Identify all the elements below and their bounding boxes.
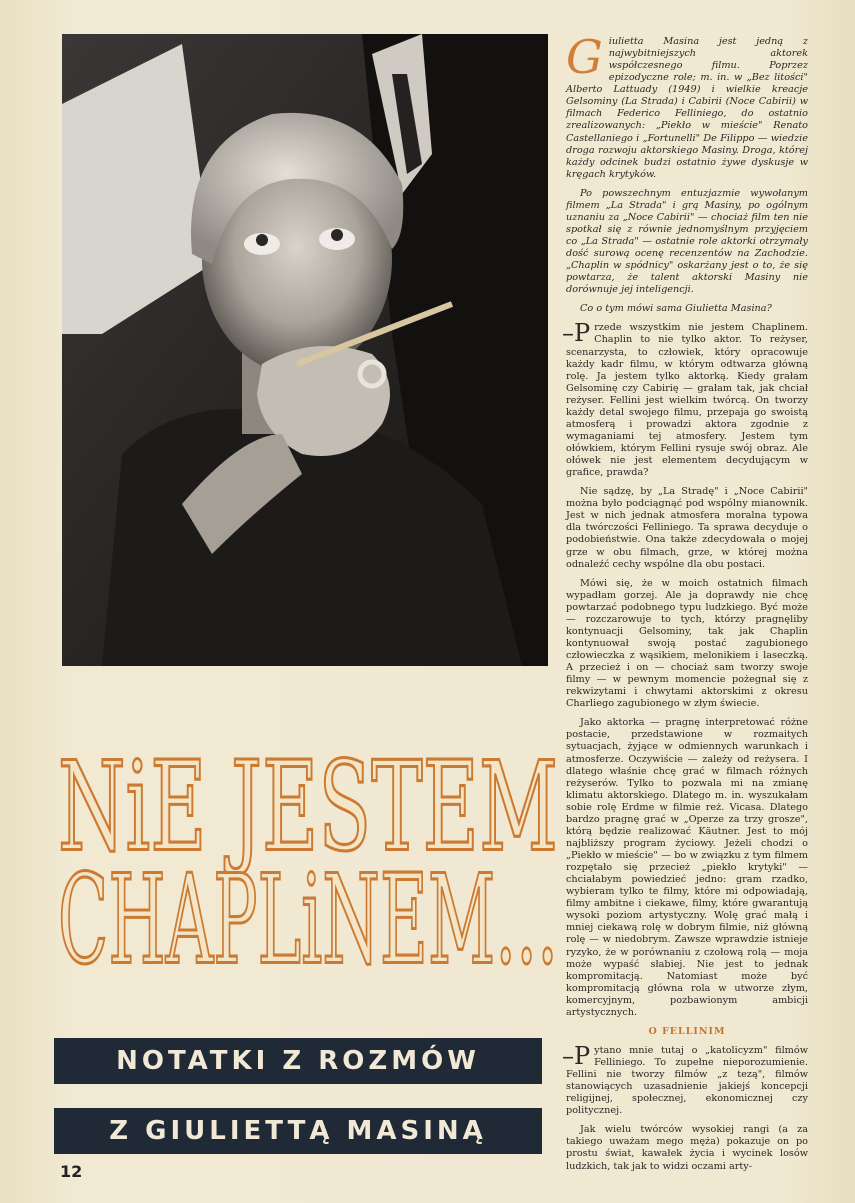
body-paragraph-2: Nie sądzę, by „La Stradę" i „Noce Cabirii" można było podciągnąć pod wspólny mianownik. Jest w nich jednak atmosfera moralna typowa dla twórczości Felliniego. Ta sprawa decyduje o podobieństwie. Ona także zdecydowała o mojej grze w obu filmach, grze, w której można odnaleźć cechy wspólne dla obu postaci. [566, 486, 808, 570]
intro-paragraph-2: Po powszechnym entuzjazmie wywołanym filmem „La Strada" i grą Masiny, po ogólnym uznaniu za „Noce Cabirii" — chociaż film ten nie spotkał się z równie jednomyślnym przyjęciem co „La Strada" — ostatnie role aktorki otrzymały dość surową ocenę recenzentów na Zachodzie. „Chaplin w spódnicy" oskarżany jest o to, że się powtarza, że talent aktorski Masiny nie dorównuje jej inteligencji. [566, 187, 808, 296]
body-text-5: ytano mnie tutaj o „katolicyzm" filmów Felliniego. To zupełne nieporozumienie. Fellini nie tworzy filmów „z tezą", filmów stanowiących uzasadnienie jakiejś koncepcji religijnej, społecznej, ekonomicznej czy politycznej. [566, 1044, 808, 1117]
intro-text-1: iulietta Masina jest jedną z najwybitniejszych aktorek współczesnego filmu. Poprzez epizodyczne role; m. in. w „Bez litości" Alberto Lattuady (1949) i wielkie kreacje Gelsominy (La Strada) i Cabirii (Noce Cabirii) w filmach Federico Felliniego, do ostatnio zrealizowanych: „Piekło w mieście" Renato Castellaniego i „Fortunelli" De Filippo — wiedzie droga rozwoju aktorskiego Masiny. Droga, której każdy odcinek budzi ostatnio żywe dyskusje w kręgach krytyków. [566, 36, 808, 180]
headline-text-1: NiE JESTEM [58, 735, 558, 880]
article-column [562, 30, 808, 1180]
body-cap-5: –P [562, 1041, 591, 1070]
intro-paragraph-1 [566, 30, 808, 181]
body-paragraph-6: Jak wielu twórców wysokiej rangi (a za takiego uważam mego męża) pokazuje on po prostu świat, kawałek życia i wycinek losów ludzkich, tak jak to widzi oczami arty- [566, 1124, 808, 1172]
body-paragraph-5 [562, 1041, 808, 1117]
subtitle-banner-1: NOTATKI Z ROZMÓW [54, 1038, 542, 1084]
body-paragraph-4: Jako aktorka — pragnę interpretować różne postacie, przedstawione w rozmaitych sytuacjach, żyjące w odmiennych warunkach i atmosferze. Oczywiście — zależy od reżysera. I dlatego właśnie chcę grać w filmach różnych reżyserów. Tylko to pozwala mi na zmianę klimatu aktorskiego. Dlatego m. in. wyszukałam sobie rolę Erdme w filmie reż. Vicasa. Dlatego bardzo pragnę grać w „Operze za trzy grosze", którą będzie realizować Käutner. Jest to mój najbliższy program życiowy. Jeżeli chodzi o „Piekło w mieście" — bo w związku z tym filmem rozpętało się przecież „piekło krytyki" — chciałabym powiedzieć jedno: gram rzadko, wybieram tylko te filmy, które mi odpowiadają, filmy ambitne i ciekawe, filmy, które gwarantują wysoki poziom artystyczny. Wolę grać małą i mniej ciekawą rolę w dobrym filmie, niż główną rolę — w niedobrym. Zawsze wprawdzie istnieje ryzyko, że w porównaniu z czołową rolą — moja może wypaść słabiej. Nie jest to jednak kompromitacją. Natomiast może być kompromitacją główna rola w utworze złym, komercyjnym, pozbawionym ambicji artystycznych. [566, 717, 808, 1018]
body-paragraph-1 [562, 319, 808, 479]
headline-text-2: CHAPLiNEM... [58, 848, 558, 993]
section-subhead: O FELLINIM [648, 1025, 726, 1037]
page-number: 12 [60, 1162, 83, 1181]
headline-line-1 [58, 735, 576, 880]
body-text-1: rzede wszystkim nie jestem Chaplinem. Chaplin to nie tylko aktor. To reżyser, scenarzysta, to człowiek, który opracowuje każdy kadr filmu, w którym odtwarza główną rolę. Ja jestem tylko aktorką. Kiedy grałam Gelsominę czy Cabirię — grałam tak, jak chciał reżyser. Fellini jest wielkim twórcą. On tworzy każdy detal swojego filmu, przepaja go swoistą atmosferą i prowadzi aktora zgodnie z wymaganiami tej atmosfery. Jestem tym ołówkiem, którym Fellini rysuje swój obraz. Ale ołówek nie jest elementem decydującym w grafice, prawda? [566, 322, 808, 479]
subtitle-banner-2: Z GIULIETTĄ MASINĄ [54, 1108, 542, 1154]
intro-paragraph-3: Co o tym mówi sama Giulietta Masina? [580, 303, 772, 315]
body-paragraph-3: Mówi się, że w moich ostatnich filmach wypadłam gorzej. Ale ja doprawdy nie chcę powtarzać podobnego typu ludzkiego. Być może — rozczarowuje to tych, którzy pragnęliby kontynuacji Gelsominy, tak jak Chaplin kontynuował swoją postać zagubionego człowieczka z wąsikiem, melonikiem i laseczką. A przecież i on — chociaż sam tworzy swoje filmy — w pewnym momencie pożegnał się z rekwizytami i chwytami aktorskimi z okresu Charliego zagubionego w złym świecie. [566, 577, 808, 710]
drop-cap: G [566, 30, 603, 84]
body-cap-1: –P [562, 319, 591, 348]
portrait-photo [62, 34, 548, 666]
